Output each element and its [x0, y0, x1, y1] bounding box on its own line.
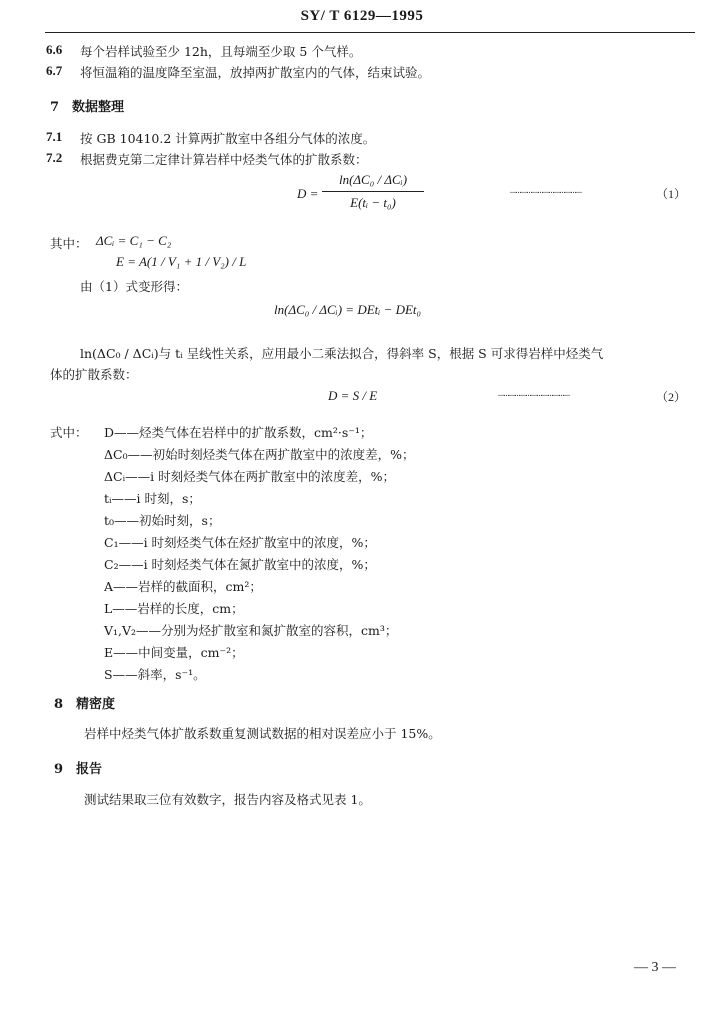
equation-2-leader-dots: ………………………………… [498, 389, 570, 400]
fit-paragraph-line-2: 体的扩散系数： [50, 367, 138, 382]
definitions-label: 式中： [50, 425, 88, 440]
definition-item: A——岩样的截面积，cm²； [104, 579, 262, 594]
definition-item: C₂——i 时刻烃类气体在氮扩散室中的浓度，%； [104, 557, 376, 572]
section-9-heading: 9 报告 [54, 762, 103, 777]
where-delta-c-formula: ΔCᵢ = C₁ − C₂ [96, 233, 172, 248]
definition-item: S——斜率，s⁻¹。 [104, 667, 206, 682]
equation-linear-form: ln(ΔC₀ / ΔCᵢ) = DEtᵢ − DEt₀ [274, 302, 422, 317]
clause-number-7-2: 7.2 [46, 150, 63, 165]
derivation-intro: 由（1）式变形得： [80, 279, 188, 294]
definition-item: L——岩样的长度，cm； [104, 601, 244, 616]
where-label: 其中： [50, 236, 88, 251]
section-7-heading: 7 数据整理 [50, 100, 125, 115]
clause-text-7-2: 根据费克第二定律计算岩样中烃类气体的扩散系数： [80, 152, 368, 167]
clause-text-6-6: 每个岩样试验至少 12h，且每端至少取 5 个气样。 [80, 44, 362, 59]
fit-paragraph-line-1: ln(ΔC₀ / ΔCᵢ)与 tᵢ 呈线性关系，应用最小二乘法拟合，得斜率 S，根据 S 可求得岩样中烃类气 [80, 346, 604, 361]
section-8-heading: 8 精密度 [54, 697, 116, 712]
definition-item: V₁,V₂——分别为烃扩散室和氮扩散室的容积，cm³； [104, 623, 398, 638]
header-rule [45, 32, 695, 33]
equation-1-numerator: ln(ΔC₀ / ΔCᵢ) [322, 172, 424, 192]
page-number: — 3 — [634, 960, 676, 975]
equation-1-lhs: D = [297, 186, 319, 201]
clause-number-7-1: 7.1 [46, 129, 63, 144]
equation-1-denominator: E(tᵢ − t₀) [350, 195, 396, 210]
section-9-text: 测试结果取三位有效数字，报告内容及格式见表 1。 [84, 792, 371, 807]
equation-2-number: （2） [656, 390, 687, 404]
equation-1-leader-dots: ………………………………… [510, 186, 582, 197]
clause-number-6-7: 6.7 [46, 63, 63, 78]
equation-1-number: （1） [656, 187, 687, 201]
definition-item: ΔCᵢ——i 时刻烃类气体在两扩散室中的浓度差，%； [104, 469, 395, 484]
page-header: SY/ T 6129—1995 [300, 8, 424, 24]
definition-item: ΔC₀——初始时刻烃类气体在两扩散室中的浓度差，%； [104, 447, 415, 462]
equation-2-expression: D = S / E [328, 388, 378, 403]
definition-item: D——烃类气体在岩样中的扩散系数，cm²·s⁻¹； [104, 425, 373, 440]
definition-item: C₁——i 时刻烃类气体在烃扩散室中的浓度，%； [104, 535, 376, 550]
definition-item: E——中间变量，cm⁻²； [104, 645, 244, 660]
where-e-formula: E = A(1 / V₁ + 1 / V₂) / L [116, 254, 247, 269]
clause-text-7-1: 按 GB 10410.2 计算两扩散室中各组分气体的浓度。 [80, 131, 376, 146]
definition-item: t₀——初始时刻，s； [104, 513, 221, 528]
equation-1-fraction [322, 172, 424, 211]
clause-number-6-6: 6.6 [46, 42, 63, 57]
definition-item: tᵢ——i 时刻，s； [104, 491, 201, 506]
section-8-text: 岩样中烃类气体扩散系数重复测试数据的相对误差应小于 15%。 [84, 726, 441, 741]
clause-text-6-7: 将恒温箱的温度降至室温，放掉两扩散室内的气体，结束试验。 [80, 65, 431, 80]
